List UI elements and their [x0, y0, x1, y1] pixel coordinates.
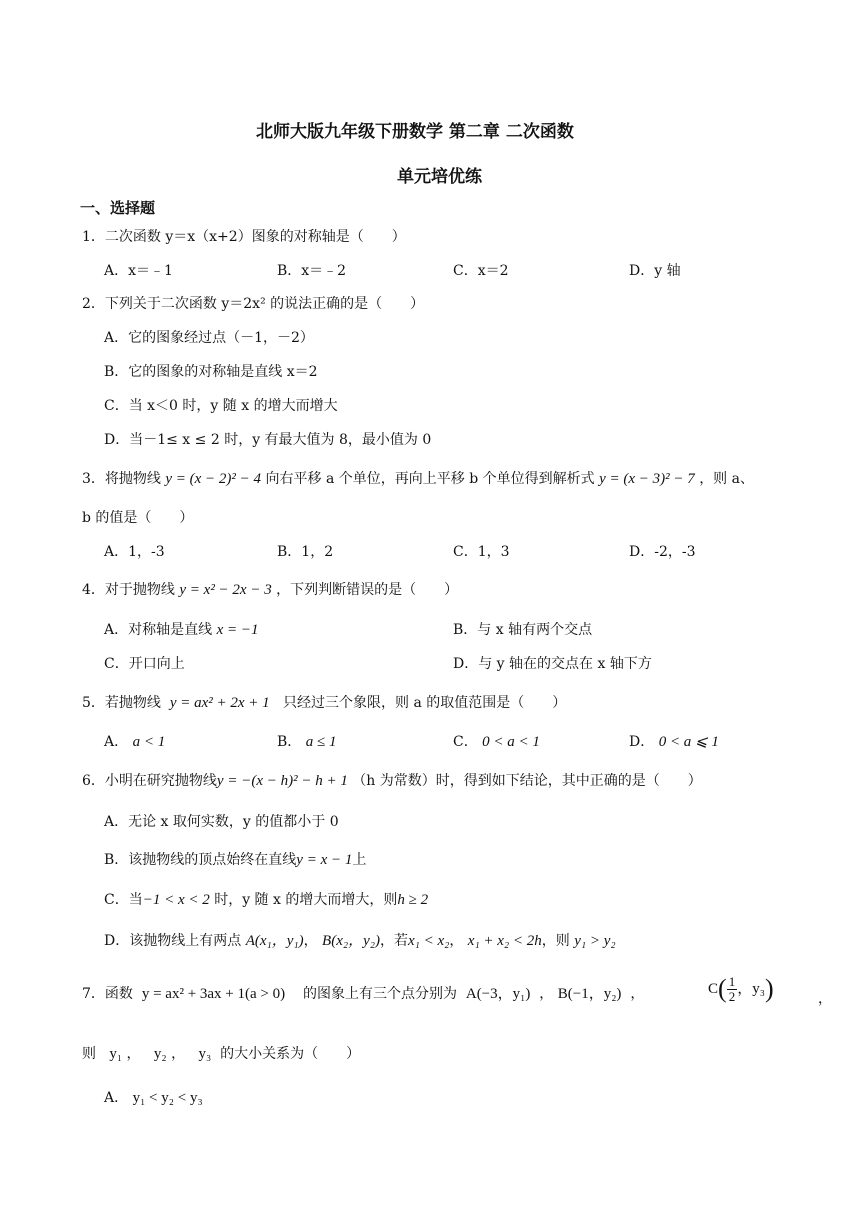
- q5-option-c: [453, 731, 540, 751]
- q6-option-b: [104, 849, 366, 869]
- q6-option-d-then: ，则: [541, 933, 570, 949]
- q7-fraction-numerator: 1: [728, 973, 736, 989]
- question-5-stem: [82, 692, 566, 712]
- q5-expression: y = ax² + 2x + 1: [169, 695, 270, 711]
- q7-point-c: C( $\frac{1}{2}$ ，y₃): [708, 973, 774, 1004]
- q7-option-a-label: A．: [104, 1090, 129, 1106]
- q5-stem-a: 5．若抛物线: [82, 695, 161, 711]
- q3-stem-d: b 的值是（ ）: [82, 510, 194, 526]
- q6-option-d-text: D．该抛物线上有两点: [104, 933, 242, 949]
- q7-point-c-y: y₃: [752, 981, 765, 997]
- q3-stem-a: 3．将抛物线: [82, 471, 161, 487]
- q4-stem-b: ，下列判断错误的是（ ）: [276, 582, 459, 598]
- q5-option-d: [629, 731, 719, 751]
- q6-option-c-expression-1: −1 < x < 2: [142, 892, 210, 908]
- q6-option-b-tail: 上: [352, 852, 367, 868]
- q7-paren-open-icon: (: [718, 974, 727, 1003]
- q2-option-d: D．当－1≤ x ≤ 2 时，y 有最大值为 8，最小值为 0: [104, 432, 432, 448]
- q6-option-d-result: y₁ > y₂: [574, 933, 616, 949]
- q6-option-c-expression-2: h ≥ 2: [397, 892, 429, 908]
- q1-option-d: D．y 轴: [629, 263, 681, 279]
- q3-stem-b: 向右平移 a 个单位，再向上平移 b 个单位得到解析式: [265, 471, 595, 487]
- q7-option-a-expression: y₁ < y₂ < y₃: [132, 1090, 203, 1106]
- q5-option-a-expression: a < 1: [132, 734, 166, 750]
- q7-y3: y₃: [198, 1046, 212, 1062]
- q7-point-c-fraction: [727, 975, 738, 1004]
- q6-option-d-point-a: A(x₁，y₁): [245, 933, 304, 949]
- q5-option-b-expression: a ≤ 1: [305, 734, 337, 750]
- q6-option-b-expression: y = x − 1: [296, 852, 353, 868]
- q3-option-a: A．1，-3: [104, 544, 165, 560]
- q7-stem-a: 7．函数: [82, 986, 133, 1002]
- q3-option-c: C．1，3: [453, 544, 510, 560]
- q5-option-a-label: A．: [104, 734, 129, 750]
- q4-option-c: C．开口向上: [104, 656, 185, 672]
- q2-option-a: A．它的图象经过点（－1，－2）: [104, 330, 314, 346]
- q4-option-b: B．与 x 轴有两个交点: [453, 622, 593, 638]
- q7-paren-close-icon: ): [764, 974, 774, 1003]
- q5-option-c-expression: 0 < a < 1: [482, 734, 540, 750]
- q6-option-a: A．无论 x 取何实数，y 的值都小于 0: [104, 814, 339, 830]
- q3-option-b: B．1，2: [277, 544, 334, 560]
- q3-option-d: D．-2，-3: [629, 544, 696, 560]
- q7-fraction-denominator: 2: [728, 988, 736, 1004]
- q6-expression: y = −(x − h)² − h + 1: [216, 773, 348, 789]
- q3-stem-c: ，则 a、: [699, 471, 754, 487]
- q6-option-c-mid: 时，y 随 x 的增大而增大，则: [214, 892, 398, 908]
- question-3-line-1: [82, 468, 754, 488]
- q7-point-c-label: C: [708, 981, 719, 997]
- q5-option-d-label: D．: [629, 734, 655, 750]
- q6-option-d: D．该抛物线上有两点 A(x₁，y₁)， B(x₂，y₂)，若x₁ < x₂， x₁ + x₂ < 2h，则 y₁ > y₂: [104, 933, 616, 949]
- q6-option-d-point-b: B(x₂，y₂): [322, 933, 380, 949]
- q6-option-d-if: ，若: [379, 933, 408, 949]
- q5-option-c-label: C．: [453, 734, 478, 750]
- question-4-stem: [82, 579, 458, 599]
- q6-option-c: [104, 889, 428, 909]
- q7-point-b: B(−1，y₂): [557, 986, 622, 1002]
- q1-option-c: C．x＝2: [453, 263, 509, 279]
- q4-stem-a: 4．对于抛物线: [82, 582, 175, 598]
- q6-option-d-cond-1: x₁ < x₂: [407, 933, 450, 949]
- q7-line-2-tail: 的大小关系为（ ）: [220, 1046, 361, 1062]
- q2-option-b: B．它的图象的对称轴是直线 x＝2: [104, 364, 318, 380]
- q5-option-b: [277, 731, 336, 751]
- q4-expression: y = x² − 2x − 3: [179, 582, 272, 598]
- q7-y2: y₂: [153, 1046, 167, 1062]
- page-title: 北师大版九年级下册数学 第二章 二次函数: [256, 122, 574, 142]
- question-7-line-1: 7．函数 y = ax² + 3ax + 1(a > 0) 的图象上有三个点分别为 A(−3，y₁) ， B(−1，y₂) ，: [82, 986, 645, 1002]
- q5-option-d-expression: 0 < a ⩽ 1: [658, 734, 719, 750]
- q1-option-b: B．x＝﹣2: [277, 263, 347, 279]
- q7-expression: y = ax² + 3ax + 1(a > 0): [141, 986, 286, 1002]
- q2-option-c: C．当 x＜0 时，y 随 x 的增大而增大: [104, 398, 338, 414]
- q7-option-a: [104, 1087, 203, 1107]
- q7-stem-b: 的图象上有三个点分别为: [302, 986, 457, 1002]
- q4-option-a: [104, 619, 258, 639]
- q3-expression-1: y = (x − 2)² − 4: [165, 471, 262, 487]
- q6-option-b-text: B．该抛物线的顶点始终在直线: [104, 852, 297, 868]
- question-2-stem: 2．下列关于二次函数 y＝2x² 的说法正确的是（ ）: [82, 296, 425, 312]
- q4-option-d: D．与 y 轴在的交点在 x 轴下方: [453, 656, 652, 672]
- q6-option-d-cond-2: x₁ + x₂ < 2h: [467, 933, 542, 949]
- q3-expression-2: y = (x − 3)² − 7: [599, 471, 695, 487]
- q6-option-c-text: C．当: [104, 892, 143, 908]
- q6-stem-a: 6．小明在研究抛物线: [82, 773, 217, 789]
- q1-option-a: A．x＝﹣1: [104, 263, 173, 279]
- q5-option-a: [104, 731, 165, 751]
- q7-point-a: A(−3，y₁): [465, 986, 531, 1002]
- q5-option-b-label: B．: [277, 734, 302, 750]
- q4-option-a-text: A．对称轴是直线: [104, 622, 213, 638]
- question-7-line-2: 则 y₁ ， y₂ ， y₃ 的大小关系为（ ）: [82, 1046, 361, 1062]
- q5-stem-b: 只经过三个象限，则 a 的取值范围是（ ）: [283, 695, 567, 711]
- question-6-stem: [82, 770, 702, 790]
- q7-comma: ，: [818, 991, 832, 1007]
- question-1-stem: 1．二次函数 y＝x（x+2）图象的对称轴是（ ）: [82, 229, 406, 245]
- q4-option-a-expression: x = −1: [216, 622, 259, 638]
- q6-stem-b: （h 为常数）时，得到如下结论，其中正确的是（ ）: [352, 773, 702, 789]
- section-heading: 一、选择题: [80, 199, 156, 217]
- q7-y1: y₁: [109, 1046, 123, 1062]
- page-subtitle: 单元培优练: [397, 167, 482, 187]
- q7-then: 则: [82, 1046, 96, 1062]
